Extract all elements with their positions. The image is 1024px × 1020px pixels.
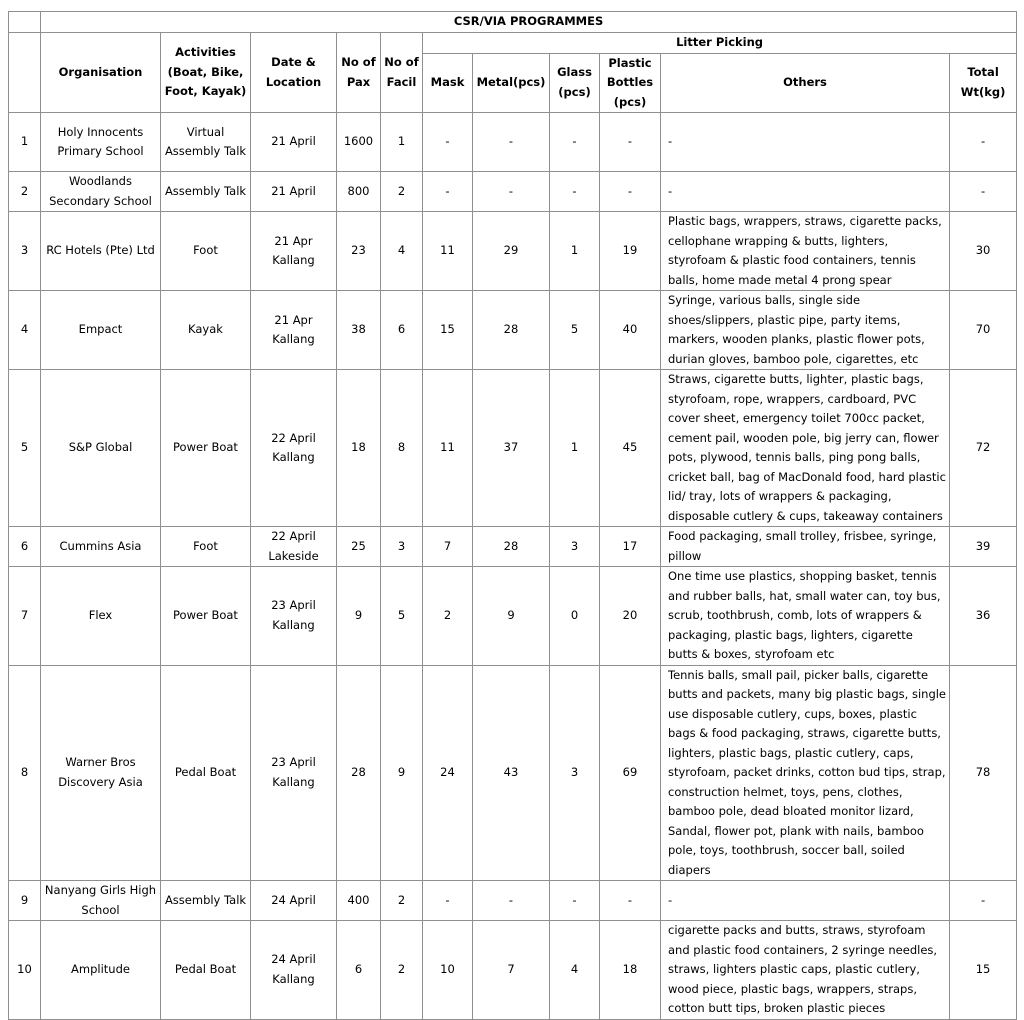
header-date-location: Date & Location <box>251 33 337 113</box>
others-cell: Straws, cigarette butts, lighter, plastic bags, styrofoam, rope, wrappers, cardboard, PVC cover sheet, emergency toilet 700cc packet, cement pail, wooden pole, big jerry can, flower pots, plywood, tennis balls, ping pong balls, cricket ball, bag of MacDonald food, hard plastic lid/ tray, lots of wrappers & packaging, disposable cutlery & cups, takeaway containers <box>661 370 950 527</box>
plastic-bottles-cell: - <box>600 172 661 212</box>
mask-cell: 11 <box>423 212 473 291</box>
glass-cell: 5 <box>550 291 600 370</box>
activity-cell: Virtual Assembly Talk <box>161 113 251 172</box>
organisation-cell: Empact <box>41 291 161 370</box>
activity-cell: Pedal Boat <box>161 665 251 881</box>
row-number: 3 <box>9 212 41 291</box>
plastic-bottles-cell: 20 <box>600 567 661 666</box>
total-weight-cell: 39 <box>950 527 1017 567</box>
facil-cell: 6 <box>381 291 423 370</box>
pax-cell: 28 <box>337 665 381 881</box>
header-row-group <box>9 33 1017 54</box>
plastic-bottles-cell: - <box>600 113 661 172</box>
total-weight-cell: 72 <box>950 370 1017 527</box>
metal-cell: 28 <box>473 291 550 370</box>
table-row <box>9 665 1017 881</box>
plastic-bottles-cell: 69 <box>600 665 661 881</box>
others-cell: Food packaging, small trolley, frisbee, syringe, pillow <box>661 527 950 567</box>
total-weight-cell: - <box>950 881 1017 921</box>
total-weight-cell: 30 <box>950 212 1017 291</box>
date-location-cell: 23 April Kallang <box>251 567 337 666</box>
others-cell: - <box>661 113 950 172</box>
mask-cell: - <box>423 172 473 212</box>
header-metal: Metal(pcs) <box>473 53 550 113</box>
activity-cell: Foot <box>161 212 251 291</box>
header-mask: Mask <box>423 53 473 113</box>
row-number: 7 <box>9 567 41 666</box>
metal-cell: 9 <box>473 567 550 666</box>
facil-cell: 8 <box>381 370 423 527</box>
row-number: 6 <box>9 527 41 567</box>
table-body <box>9 113 1017 1020</box>
date-location-cell: 21 Apr Kallang <box>251 291 337 370</box>
others-cell: - <box>661 881 950 921</box>
plastic-bottles-cell: 19 <box>600 212 661 291</box>
facil-cell: 5 <box>381 567 423 666</box>
programmes-table <box>8 11 1017 1020</box>
glass-cell: 4 <box>550 921 600 1020</box>
metal-cell: 28 <box>473 527 550 567</box>
metal-cell: - <box>473 881 550 921</box>
header-litter-picking: Litter Picking <box>423 33 1017 54</box>
metal-cell: 7 <box>473 921 550 1020</box>
plastic-bottles-cell: 17 <box>600 527 661 567</box>
facil-cell: 9 <box>381 665 423 881</box>
header-number-cell <box>9 33 41 113</box>
organisation-cell: Holy Innocents Primary School <box>41 113 161 172</box>
pax-cell: 9 <box>337 567 381 666</box>
row-number: 4 <box>9 291 41 370</box>
others-cell: Tennis balls, small pail, picker balls, cigarette butts and packets, many big plastic bags, single use disposable cutlery, cups, boxes, plastic bags & food packaging, straws, cigarette butts, lighters, plastic bags, plastic cutlery, caps, styrofoam, packet drinks, cotton bud tips, strap, construction helmet, toys, pens, clothes, bamboo pole, dead bloated monitor lizard, Sandal, flower pot, plank with nails, bamboo pole, toys, toothbrush, soccer ball, soiled diapers <box>661 665 950 881</box>
header-others: Others <box>661 53 950 113</box>
activity-cell: Pedal Boat <box>161 921 251 1020</box>
table-row <box>9 113 1017 172</box>
mask-cell: 7 <box>423 527 473 567</box>
plastic-bottles-cell: 40 <box>600 291 661 370</box>
activity-cell: Assembly Talk <box>161 172 251 212</box>
organisation-cell: Amplitude <box>41 921 161 1020</box>
mask-cell: 2 <box>423 567 473 666</box>
others-cell: - <box>661 172 950 212</box>
date-location-cell: 22 April Kallang <box>251 370 337 527</box>
activity-cell: Power Boat <box>161 567 251 666</box>
organisation-cell: Woodlands Secondary School <box>41 172 161 212</box>
date-location-cell: 21 April <box>251 113 337 172</box>
facil-cell: 2 <box>381 172 423 212</box>
table-row <box>9 567 1017 666</box>
title-row <box>9 12 1017 33</box>
organisation-cell: S&P Global <box>41 370 161 527</box>
total-weight-cell: - <box>950 113 1017 172</box>
activity-cell: Assembly Talk <box>161 881 251 921</box>
glass-cell: - <box>550 172 600 212</box>
date-location-cell: 21 April <box>251 172 337 212</box>
facil-cell: 2 <box>381 881 423 921</box>
organisation-cell: Warner Bros Discovery Asia <box>41 665 161 881</box>
organisation-cell: Flex <box>41 567 161 666</box>
organisation-cell: RC Hotels (Pte) Ltd <box>41 212 161 291</box>
date-location-cell: 21 Apr Kallang <box>251 212 337 291</box>
date-location-cell: 23 April Kallang <box>251 665 337 881</box>
pax-cell: 800 <box>337 172 381 212</box>
organisation-cell: Nanyang Girls High School <box>41 881 161 921</box>
header-activities: Activities (Boat, Bike, Foot, Kayak) <box>161 33 251 113</box>
table-row <box>9 527 1017 567</box>
activity-cell: Kayak <box>161 291 251 370</box>
pax-cell: 25 <box>337 527 381 567</box>
header-total-weight: Total Wt(kg) <box>950 53 1017 113</box>
mask-cell: - <box>423 881 473 921</box>
mask-cell: 24 <box>423 665 473 881</box>
row-number: 5 <box>9 370 41 527</box>
row-number: 10 <box>9 921 41 1020</box>
header-glass: Glass (pcs) <box>550 53 600 113</box>
others-cell: Syringe, various balls, single side shoes/slippers, plastic pipe, party items, markers, wooden planks, plastic flower pots, durian gloves, bamboo pole, cigarettes, etc <box>661 291 950 370</box>
plastic-bottles-cell: - <box>600 881 661 921</box>
pax-cell: 23 <box>337 212 381 291</box>
metal-cell: 43 <box>473 665 550 881</box>
table-row <box>9 881 1017 921</box>
facil-cell: 4 <box>381 212 423 291</box>
total-weight-cell: 15 <box>950 921 1017 1020</box>
glass-cell: 1 <box>550 370 600 527</box>
facil-cell: 3 <box>381 527 423 567</box>
header-organisation: Organisation <box>41 33 161 113</box>
others-cell: One time use plastics, shopping basket, tennis and rubber balls, hat, small water can, toy bus, scrub, toothbrush, comb, lots of wrappers & packaging, plastic bags, lighters, cigarette butts & boxes, styrofoam etc <box>661 567 950 666</box>
activity-cell: Power Boat <box>161 370 251 527</box>
total-weight-cell: 36 <box>950 567 1017 666</box>
mask-cell: 15 <box>423 291 473 370</box>
table-row <box>9 172 1017 212</box>
glass-cell: 3 <box>550 527 600 567</box>
table-title: CSR/VIA PROGRAMMES <box>41 12 1017 33</box>
header-facil: No of Facil <box>381 33 423 113</box>
date-location-cell: 24 April <box>251 881 337 921</box>
date-location-cell: 24 April Kallang <box>251 921 337 1020</box>
metal-cell: 37 <box>473 370 550 527</box>
activity-cell: Foot <box>161 527 251 567</box>
glass-cell: 1 <box>550 212 600 291</box>
corner-cell <box>9 12 41 33</box>
pax-cell: 18 <box>337 370 381 527</box>
total-weight-cell: 78 <box>950 665 1017 881</box>
metal-cell: 29 <box>473 212 550 291</box>
table-row <box>9 921 1017 1020</box>
pax-cell: 400 <box>337 881 381 921</box>
facil-cell: 1 <box>381 113 423 172</box>
others-cell: cigarette packs and butts, straws, styrofoam and plastic food containers, 2 syringe needles, straws, lighters plastic caps, plastic cutlery, wood piece, plastic bags, wrappers, straps, cotton butt tips, broken plastic pieces <box>661 921 950 1020</box>
header-pax: No of Pax <box>337 33 381 113</box>
mask-cell: 11 <box>423 370 473 527</box>
glass-cell: 3 <box>550 665 600 881</box>
others-cell: Plastic bags, wrappers, straws, cigarette packs, cellophane wrapping & butts, lighters, styrofoam & plastic food containers, tennis balls, home made metal 4 prong spear <box>661 212 950 291</box>
mask-cell: 10 <box>423 921 473 1020</box>
row-number: 1 <box>9 113 41 172</box>
row-number: 9 <box>9 881 41 921</box>
row-number: 2 <box>9 172 41 212</box>
glass-cell: 0 <box>550 567 600 666</box>
date-location-cell: 22 April Lakeside <box>251 527 337 567</box>
total-weight-cell: 70 <box>950 291 1017 370</box>
row-number: 8 <box>9 665 41 881</box>
glass-cell: - <box>550 113 600 172</box>
table-row <box>9 291 1017 370</box>
pax-cell: 38 <box>337 291 381 370</box>
organisation-cell: Cummins Asia <box>41 527 161 567</box>
pax-cell: 6 <box>337 921 381 1020</box>
metal-cell: - <box>473 113 550 172</box>
table-row <box>9 370 1017 527</box>
total-weight-cell: - <box>950 172 1017 212</box>
glass-cell: - <box>550 881 600 921</box>
pax-cell: 1600 <box>337 113 381 172</box>
plastic-bottles-cell: 18 <box>600 921 661 1020</box>
plastic-bottles-cell: 45 <box>600 370 661 527</box>
facil-cell: 2 <box>381 921 423 1020</box>
table-row <box>9 212 1017 291</box>
metal-cell: - <box>473 172 550 212</box>
header-plastic-bottles: Plastic Bottles (pcs) <box>600 53 661 113</box>
mask-cell: - <box>423 113 473 172</box>
